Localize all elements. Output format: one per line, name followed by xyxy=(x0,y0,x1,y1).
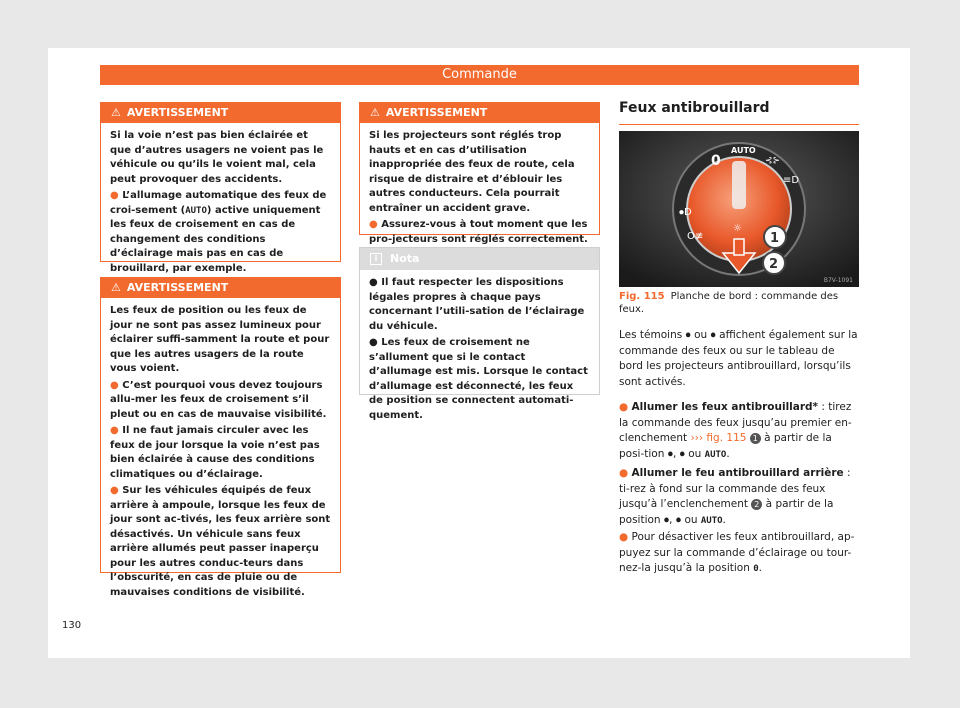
light-switch-illustration xyxy=(619,131,859,287)
callout-1-label: 1 xyxy=(770,231,780,246)
instruction-1: ● Allumer les feux antibrouillard* : tirez la commande des feux jusqu’au premier en-clenchement ››› fig. 115 1 à partir de la posi-tion ⦁, ⦁ ou AUTO. xyxy=(619,401,852,460)
bullet-icon: ● xyxy=(110,485,123,496)
warning-header xyxy=(360,103,599,123)
knob-auto-label: AUTO xyxy=(731,146,756,155)
bullet-icon: ● xyxy=(619,401,632,413)
instruction-3: ● Pour désactiver les feux antibrouillard, ap-puyez sur la commande d’éclairage ou tour-nez-la jusqu’à la position 0. xyxy=(619,531,855,574)
warning-box-3 xyxy=(359,102,600,245)
caption-text: Planche de bord : commande des feux. xyxy=(619,291,839,315)
note-box xyxy=(359,247,600,421)
warning-text: Si les projecteurs sont réglés trop hauts et en cas d’utilisation inappropriée des feux de route, cela risque de distraire et d’éblouir les autres conducteurs. Cela pourrait entraîner un accident grave. xyxy=(369,130,575,214)
warning-header xyxy=(101,103,340,123)
warning-triangle-icon: ⚠ xyxy=(111,106,121,119)
warning-bullet: ● Assurez-vous à tout moment que les pro-jecteurs sont réglés correctement. xyxy=(369,219,588,245)
low-beam-icon: ≡D xyxy=(783,175,800,186)
warning-bullet: ● C’est pourquoi vous devez toujours allu-mer les feux de croisement s’il pleut ou en cas de mauvaise visibilité. xyxy=(110,379,327,420)
front-fog-icon: ⦁D xyxy=(679,207,692,218)
note-heading: Nota xyxy=(390,252,420,265)
warning-heading: AVERTISSEMENT xyxy=(126,281,229,294)
page-number: 130 xyxy=(62,620,82,631)
bullet-icon: ● xyxy=(369,219,382,230)
bullet-icon: ● xyxy=(619,531,632,543)
info-icon: i xyxy=(370,253,382,265)
warning-heading: AVERTISSEMENT xyxy=(126,106,229,119)
section-title: Feux antibrouillard xyxy=(619,100,770,116)
bullet-icon: ● xyxy=(110,379,123,391)
warning-bullet: ● Il ne faut jamais circuler avec les feux de jour lorsque la voie n’est pas bien éclairée à cause des conditions climatiques ou d’éclairage. xyxy=(110,425,320,480)
bullet-icon: ● xyxy=(110,425,123,436)
section-divider xyxy=(619,124,859,125)
figure-reference-link[interactable]: ››› fig. 115 xyxy=(690,432,747,444)
knob-zero-label: 0 xyxy=(711,153,721,169)
light-switch-figure xyxy=(619,131,859,287)
bullet-icon: ● xyxy=(369,277,382,288)
warning-box-1 xyxy=(100,102,341,274)
warning-header xyxy=(101,278,340,298)
callout-2-label: 2 xyxy=(769,257,779,272)
figure-code: B7V-1091 xyxy=(823,277,853,284)
bullet-icon: ● xyxy=(619,467,632,479)
warning-text: Si la voie n’est pas bien éclairée et que d’autres usagers ne voient pas le véhicule ou qu’ils le voient mal, cela peut provoquer des accidents. xyxy=(110,130,324,185)
note-bullet: ● Il faut respecter les dispositions légales propres à chaque pays concernant l’utili-sation de l’éclairage du véhicule. xyxy=(369,277,585,332)
figure-number: Fig. 115 xyxy=(619,291,665,302)
paragraph-intro: Les témoins ⦁ ou ⦁ affichent également sur la commande des feux ou sur le tableau de bord les projecteurs antibrouillard, lorsqu’ils sont activés. xyxy=(619,329,858,388)
position-light-icon: ⊰⊱ xyxy=(765,156,781,166)
warning-triangle-icon: ⚠ xyxy=(370,106,380,119)
rear-fog-icon: O≢ xyxy=(687,231,704,242)
warning-triangle-icon: ⚠ xyxy=(111,281,121,294)
warning-bullet: ● L’allumage automatique des feux de croi-sement (AUTO) active uniquement les feux de croisement en cas de changement des conditions d’éclairage mais pas en cas de brouillard, par exemple. xyxy=(110,190,327,274)
warning-text: Les feux de position ou les feux de jour ne sont pas assez lumineux pour éclairer suffi-samment la route et pour que les autres usagers de la route vous voient. xyxy=(110,305,330,374)
light-sun-icon: ☼ xyxy=(733,223,742,234)
bullet-icon: ● xyxy=(369,337,382,348)
instruction-2: ● Allumer le feu antibrouillard arrière : ti-rez à fond sur la commande des feux jusqu’à l’enclenchement 2 à partir de la position ⦁, ⦁ ou AUTO. xyxy=(619,467,851,526)
figure-caption xyxy=(619,290,859,316)
callout-2-ref: 2 xyxy=(751,499,762,510)
note-bullet: ● Les feux de croisement ne s’allument que si le contact d’allumage est mis. Lorsque le contact d’allumage est déconnecté, les feux de position se connectent automati-quement. xyxy=(369,337,588,421)
bullet-icon: ● xyxy=(110,190,123,201)
warning-box-2 xyxy=(100,277,341,598)
warning-heading: AVERTISSEMENT xyxy=(385,106,488,119)
callout-1-ref: 1 xyxy=(750,433,761,444)
warning-bullet: ● Sur les véhicules équipés de feux arrière à ampoule, lorsque les feux de jour sont ac-tivés, les feux arrière sont désactivés. Un véhicule sans feux arrière allumés peut passer inaperçu pour les autres conduc-teurs dans l’obscurité, en cas de pluie ou de mauvaises conditions de visibilité. xyxy=(110,485,331,598)
chapter-header: Commande xyxy=(100,65,859,85)
note-header xyxy=(360,248,599,270)
